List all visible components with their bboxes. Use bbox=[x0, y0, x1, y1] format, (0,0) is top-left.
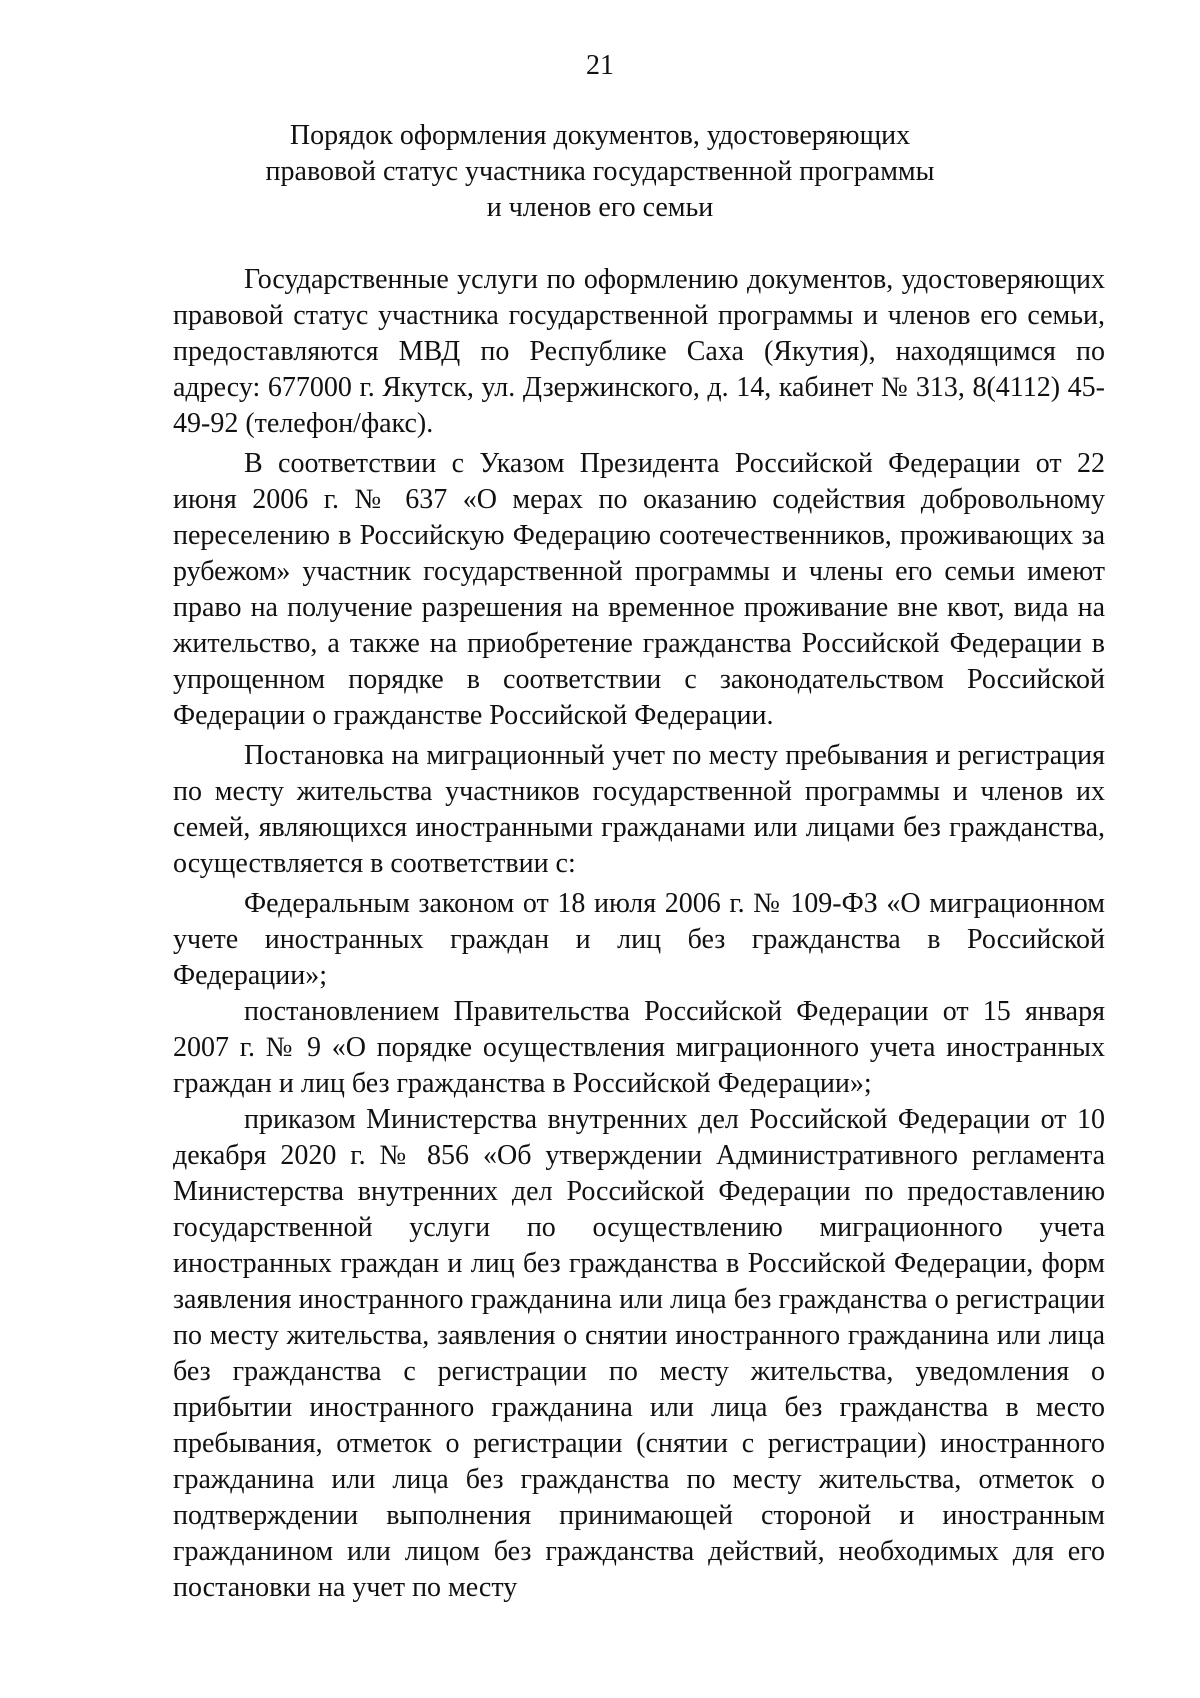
paragraph-ministry-order: приказом Министерства внутренних дел Российской Федерации от 10 декабря 2020 г. № 856 «Об утверждении Административного регламента Министерства внутренних дел Российской Федерации по предоставлению государственной услуги по осуществлению миграционного учета иностранных граждан и лиц без гражданства в Российской Федерации, форм заявления иностранного гражданина или лица без гражданства о регистрации по месту жительства, заявления о снятии иностранного гражданина или лица без гражданства с регистрации по месту жительства, уведомления о прибытии иностранного гражданина или лица без гражданства в место пребывания, отметок о регистрации (снятии с регистрации) иностранного гражданина или лица без гражданства по месту жительства, отметок о подтверждении выполнения принимающей стороной и иностранным гражданином или лицом без гражданства действий, необходимых для его постановки на учет по месту bbox=[173, 1104, 1105, 1603]
paragraph-government-resolution: постановлением Правительства Российской Федерации от 15 января 2007 г. № 9 «О порядке осуществления миграционного учета иностранных граждан и лиц без гражданства в Российской Федерации»; bbox=[173, 996, 1105, 1099]
document-body bbox=[173, 262, 1105, 1610]
paragraph-presidential-decree: В соответствии с Указом Президента Российской Федерации от 22 июня 2006 г. № 637 «О мерах по оказанию содействия добровольному переселению в Российскую Федерацию соотечественников, проживающих за рубежом» участник государственной программы и члены его семьи имеют право на получение разрешения на временное проживание вне квот, вида на жительство, а также на приобретение гражданства Российской Федерации в упрощенном порядке в соответствии с законодательством Российской Федерации о гражданстве Российской Федерации. bbox=[173, 448, 1105, 731]
paragraph-services: Государственные услуги по оформлению документов, удостоверяющих правовой статус участника государственной программы и членов его семьи, предоставляются МВД по Республике Саха (Якутия), находящимся по адресу: 677000 г. Якутск, ул. Дзержинского, д. 14, кабинет № 313, 8(4112) 45-49-92 (телефон/факс). bbox=[173, 264, 1105, 439]
section-title-line-3: и членов его семьи bbox=[486, 192, 714, 223]
paragraph-migration-registration: Постановка на миграционный учет по месту пребывания и регистрация по месту жительства участников государственной программы и членов их семей, являющихся иностранными гражданами или лицами без гражданства, осуществляется в соответствии с: bbox=[173, 740, 1105, 879]
page-number: 21 bbox=[586, 50, 614, 81]
paragraph-federal-law: Федеральным законом от 18 июля 2006 г. № 109-ФЗ «О миграционном учете иностранных граждан и лиц без гражданства в Российской Федерации»; bbox=[173, 888, 1105, 991]
section-title-line-1: Порядок оформления документов, удостоверяющих bbox=[289, 120, 911, 151]
section-title bbox=[0, 118, 1200, 226]
section-title-line-2: правовой статус участника государственной программы bbox=[265, 156, 935, 187]
